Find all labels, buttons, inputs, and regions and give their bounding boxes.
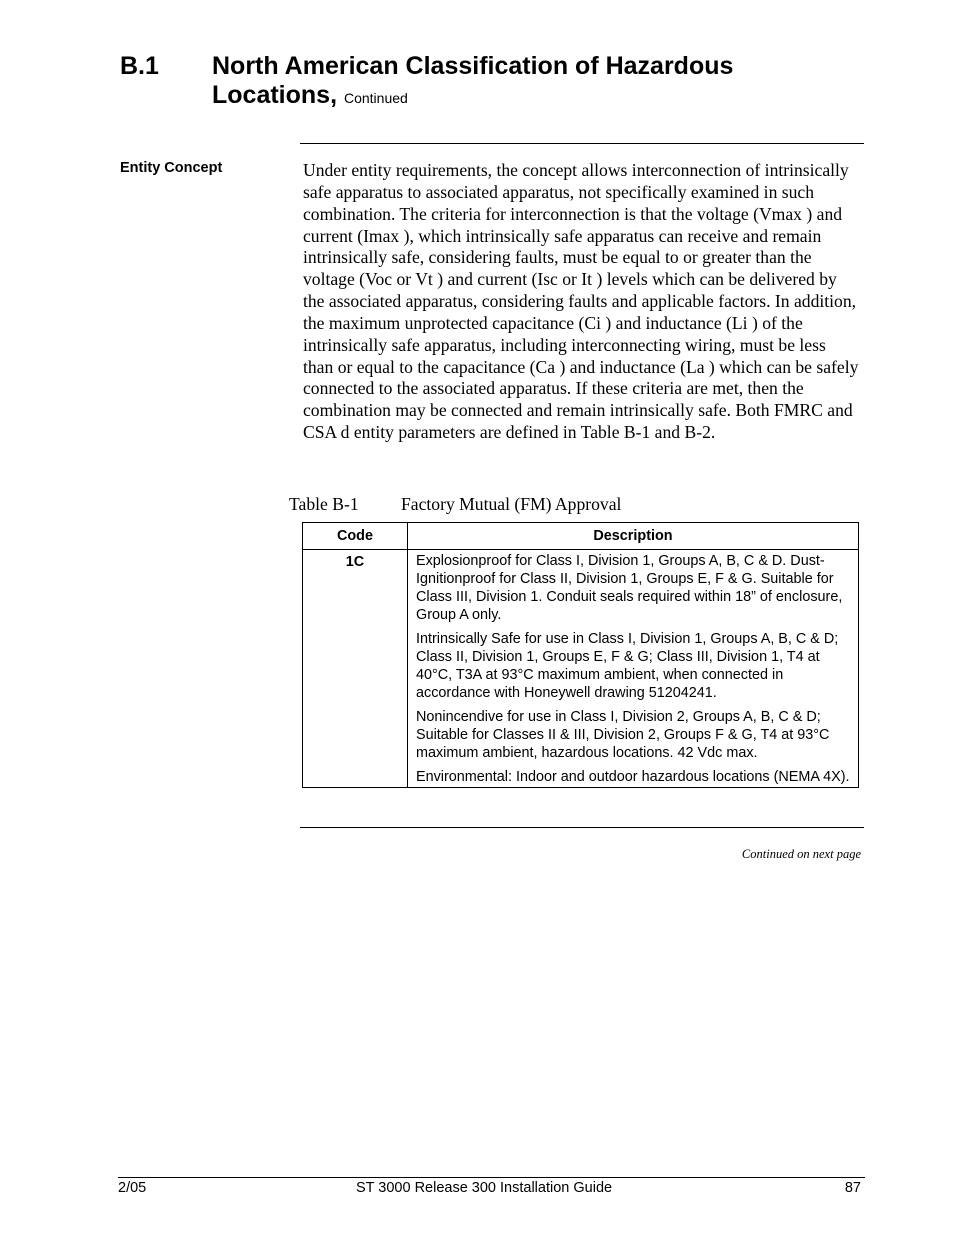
- footer-divider: [118, 1177, 865, 1178]
- table-caption: [289, 494, 621, 515]
- table-row: [303, 550, 859, 788]
- continued-note: Continued on next page: [741, 847, 861, 861]
- top-divider: [300, 143, 864, 144]
- section-title-text: North American Classification of Hazardous Locations,: [212, 52, 734, 109]
- bottom-divider: [300, 827, 864, 828]
- section-number: B.1: [120, 52, 159, 80]
- side-heading: Entity Concept: [120, 160, 223, 176]
- description-intrinsically-safe: Intrinsically Safe for use in Class I, Division 1, Groups A, B, C & D; Class II, Division 1, Groups E, F & G; Class III, Division 1, T4 at 40°C, T3A at 93°C maximum ambient, when connected in accordance with Honeywell drawing 51204241.: [416, 631, 839, 701]
- description-nonincendive: Nonincendive for use in Class I, Division 2, Groups A, B, C & D; Suitable for Classes II & III, Division 2, Groups F & G, T4 at 93°C maximum ambient, hazardous locations. 42 Vdc max.: [416, 709, 830, 761]
- description-environmental: Environmental: Indoor and outdoor hazardous locations (NEMA 4X).: [416, 769, 850, 785]
- table-caption-number: Table B-1: [289, 494, 359, 514]
- section-title-continued: Continued: [343, 90, 408, 106]
- footer-title: ST 3000 Release 300 Installation Guide: [356, 1180, 613, 1196]
- column-header-code: Code: [303, 523, 408, 550]
- section-title: [212, 52, 852, 113]
- column-header-description: Description: [408, 523, 859, 550]
- body-paragraph: Under entity requirements, the concept allows interconnection of intrinsically safe apparatus to associated apparatus, not specifically examined in such combination. The criteria for interconnection is that the voltage (Vmax ) and current (Imax ), which intrinsically safe apparatus can receive and remain intrinsically safe, considering faults, must be equal to or greater than the voltage (Voc or Vt ) and current (Isc or It ) levels which can be delivered by the associated apparatus, considering faults and applicable factors. In addition, the maximum unprotected capacitance (Ci ) and inductance (Li ) of the intrinsically safe apparatus, including interconnecting wiring, must be less than or equal to the capacitance (Ca ) and inductance (La ) which can be safely connected to the associated apparatus. If these criteria are met, then the combination may be connected and remain intrinsically safe. Both FMRC and CSA d entity parameters are defined in Table B-1 and B-2.: [303, 160, 859, 443]
- footer-date: 2/05: [118, 1180, 147, 1196]
- code-cell: 1C: [303, 550, 408, 788]
- description-cell: [408, 550, 859, 788]
- table-caption-title: Factory Mutual (FM) Approval: [401, 494, 622, 514]
- description-explosionproof: Explosionproof for Class I, Division 1, Groups A, B, C & D. Dust-Ignitionproof for Class II, Division 1, Groups E, F & G. Suitable for Class III, Division 1. Conduit seals required within 18” of enclosure, Group A only.: [416, 553, 843, 623]
- page-number: 87: [844, 1180, 861, 1196]
- approval-table: [302, 522, 859, 788]
- table-header-row: [303, 523, 859, 550]
